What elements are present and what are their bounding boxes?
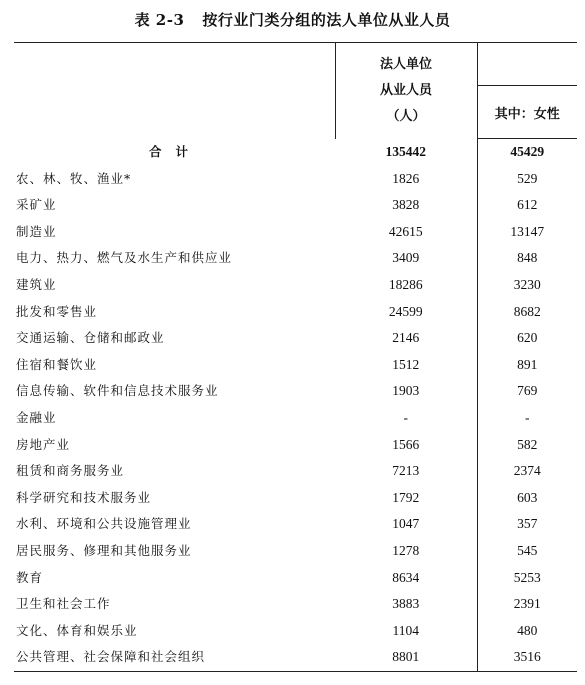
table-row [14, 272, 577, 299]
industry-label: 科学研究和技术服务业 [16, 489, 152, 505]
industry-label: 批发和零售业 [16, 303, 98, 319]
employees-value: 2146 [335, 325, 477, 352]
header-female: 其中：女性 [477, 86, 577, 139]
employees-value: 3828 [335, 192, 477, 219]
industry-label: 住宿和餐饮业 [16, 356, 98, 372]
female-value: 357 [517, 516, 538, 532]
female-value: 769 [517, 383, 538, 399]
table-row [14, 565, 577, 592]
female-value: 603 [517, 489, 538, 505]
female-value: 620 [517, 330, 538, 346]
female-value: 480 [517, 622, 538, 638]
industry-label: 制造业 [16, 223, 57, 239]
table-row [14, 299, 577, 326]
table-row [14, 591, 577, 618]
table-row [14, 325, 577, 352]
table-row [14, 192, 577, 219]
female-value: - [525, 409, 530, 425]
female-value: 582 [517, 436, 538, 452]
total-row-label: 合计 [148, 143, 202, 159]
industry-label: 农、林、牧、渔业* [16, 170, 132, 186]
female-value: 3230 [513, 276, 541, 292]
industry-label: 水利、环境和公共设施管理业 [16, 516, 192, 532]
employees-value: 3883 [335, 591, 477, 618]
industry-label: 公共管理、社会保障和社会组织 [14, 644, 335, 671]
employees-value: 1047 [335, 511, 477, 538]
table-row [14, 378, 577, 405]
industry-label: 卫生和社会工作 [16, 596, 111, 612]
employees-value: 3409 [335, 245, 477, 272]
table-row [14, 166, 577, 193]
employees-value: 8634 [335, 565, 477, 592]
female-value: 545 [517, 542, 538, 558]
header-total-employees [335, 43, 477, 139]
female-value: 8682 [513, 303, 541, 319]
header-total-line1: 法人单位 [379, 56, 432, 72]
table-row [14, 405, 577, 432]
employees-value: - [335, 405, 477, 432]
industry-label: 文化、体育和娱乐业 [16, 622, 138, 638]
employees-value: 8801 [335, 644, 477, 671]
table-row [14, 644, 577, 671]
female-value: 13147 [510, 223, 545, 239]
industry-label: 交通运输、仓储和邮政业 [16, 330, 165, 346]
female-value: 5253 [513, 569, 541, 585]
female-value: 891 [517, 356, 538, 372]
industry-label: 租赁和商务服务业 [16, 463, 125, 479]
industry-label: 房地产业 [16, 436, 71, 452]
table-body [14, 139, 577, 672]
female-value: 3516 [477, 644, 577, 671]
female-value: 612 [517, 197, 538, 213]
industry-label: 金融业 [16, 409, 57, 425]
table-title [0, 10, 585, 30]
employees-value: 1903 [335, 378, 477, 405]
total-row-female: 45429 [510, 144, 545, 159]
employment-table [14, 42, 577, 672]
employees-value: 1792 [335, 485, 477, 512]
table-title-text: 按行业门类分组的法人单位从业人员 [202, 11, 451, 29]
female-value: 2391 [513, 596, 541, 612]
industry-label: 居民服务、修理和其他服务业 [16, 542, 192, 558]
industry-label: 信息传输、软件和信息技术服务业 [16, 383, 219, 399]
table-header [14, 43, 577, 139]
table-row [14, 458, 577, 485]
industry-label: 建筑业 [16, 276, 57, 292]
table-row [14, 432, 577, 459]
table-row [14, 352, 577, 379]
table-number: 表 2-3 [134, 11, 185, 29]
employees-value: 1566 [335, 432, 477, 459]
header-top-right-cell [477, 43, 577, 86]
table-row [14, 219, 577, 246]
employees-value: 24599 [335, 299, 477, 326]
table-row [14, 485, 577, 512]
female-value: 848 [517, 250, 538, 266]
header-total-line2: 从业人员 [379, 82, 432, 98]
header-total-unit: （人） [386, 108, 426, 124]
female-value: 529 [517, 170, 538, 186]
header-blank-cell [14, 43, 335, 139]
total-row-employees: 135442 [335, 139, 477, 166]
employees-value: 1278 [335, 538, 477, 565]
employees-value: 1104 [335, 618, 477, 645]
employees-value: 7213 [335, 458, 477, 485]
employees-value: 42615 [335, 219, 477, 246]
industry-label: 电力、热力、燃气及水生产和供应业 [16, 250, 233, 266]
female-value: 2374 [513, 463, 541, 479]
table-row [14, 618, 577, 645]
table-row [14, 538, 577, 565]
total-row [14, 139, 577, 166]
table-row [14, 245, 577, 272]
employees-value: 1826 [335, 166, 477, 193]
employees-value: 1512 [335, 352, 477, 379]
industry-label: 教育 [16, 569, 44, 585]
industry-label: 采矿业 [16, 197, 57, 213]
table-row [14, 511, 577, 538]
employees-value: 18286 [335, 272, 477, 299]
